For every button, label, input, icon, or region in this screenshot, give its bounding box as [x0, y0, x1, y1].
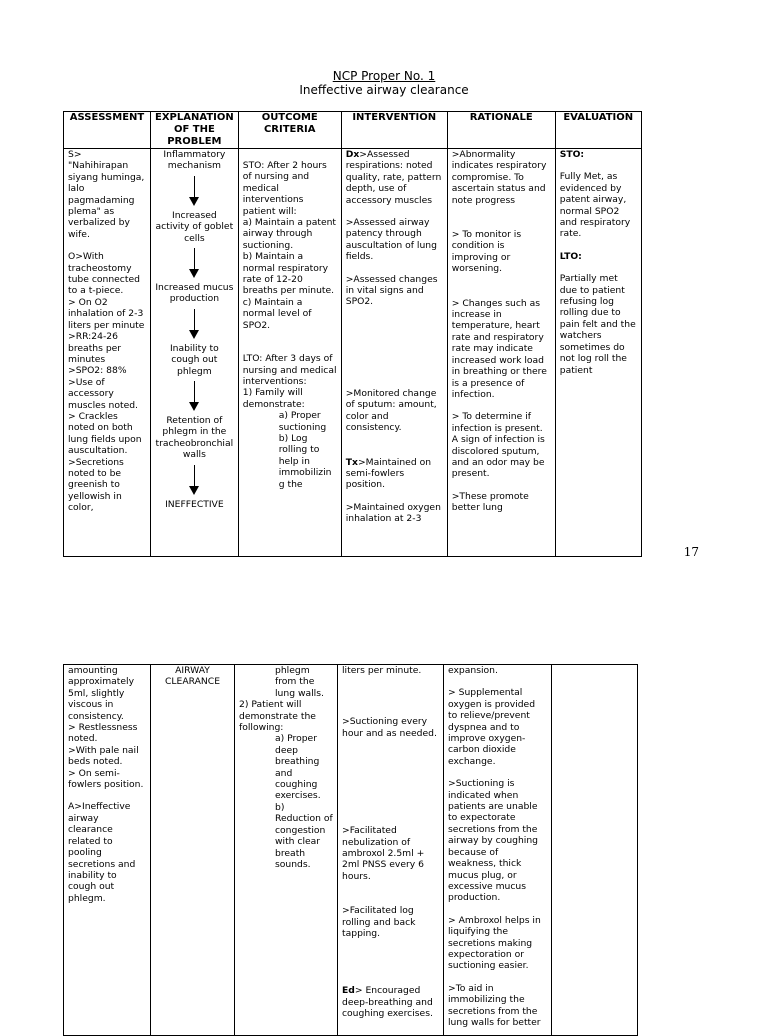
- header-evaluation: EVALUATION: [555, 112, 641, 149]
- header-rationale: RATIONALE: [447, 112, 555, 149]
- page-title: NCP Proper No. 1: [332, 69, 436, 83]
- intervention-cell: [338, 665, 444, 1036]
- intervention-text: >Assessed airway patency through auscultation of lung fields.: [345, 217, 437, 263]
- evaluation-lto-label: LTO:: [559, 250, 582, 262]
- explanation-step: Inability to cough out phlegm: [169, 342, 219, 377]
- rationale-item: > To monitor is condition is improving or worsening.: [451, 229, 522, 275]
- intervention-text: Encouraged deep-breathing and coughing exercises.: [342, 985, 433, 1020]
- intervention-cell: [341, 149, 447, 557]
- rationale-item: > Ambroxol helps in liquifying the secretions making expectoration or suctioning easier.: [448, 914, 541, 972]
- rationale-cell: [444, 665, 552, 1036]
- intervention-tag: Dx: [345, 149, 360, 160]
- outcome-line: b) Maintain a normal respiratory rate of 12-20 breaths per minute.: [242, 251, 335, 297]
- assessment-line: > Restlessness noted.: [68, 722, 138, 745]
- outcome-line: c) Maintain a normal level of SPO2.: [242, 296, 312, 331]
- outcome-cell: [235, 665, 338, 1036]
- explanation-cell: [151, 149, 239, 557]
- rationale-item: > To determine if infection is present. A sign of infection is discolored sputum, and an odor may be present.: [451, 411, 545, 480]
- intervention-item: Ed> Encouraged deep-breathing and coughing exercises.: [342, 985, 433, 1020]
- header-assessment: ASSESSMENT: [64, 112, 151, 149]
- assessment-line: > Crackles noted on both lung fields upon auscultation.: [68, 410, 142, 457]
- intervention-text: >Maintained on semi-fowlers position.: [345, 456, 432, 491]
- intervention-tag: Tx: [345, 456, 358, 468]
- ncp-table-page1: [63, 111, 642, 557]
- intervention-item: [346, 388, 443, 434]
- page-number: 17: [683, 545, 699, 559]
- assessment-line: O>With tracheostomy tube connected to a t-piece.: [68, 251, 140, 297]
- assessment-line: amounting approximately 5ml, slightly viscous in consistency.: [68, 665, 135, 722]
- rationale-item: > Supplemental oxygen is provided to relieve/prevent dyspnea and to improve oxygen-carbon dioxide exchange.: [448, 687, 536, 767]
- assessment-line: >Use of accessory muscles noted.: [68, 376, 138, 411]
- assessment-cell: [64, 665, 151, 1036]
- intervention-item: >Facilitated log rolling and back tapping.: [342, 905, 416, 940]
- rationale-item: expansion.: [448, 665, 498, 676]
- assessment-line: > On semi-fowlers position.: [68, 767, 144, 791]
- ncp-table-page2: [63, 664, 638, 1036]
- outcome-line: STO: After 2 hours of nursing and medical interventions patient will:: [242, 160, 327, 217]
- explanation-step: AIRWAY CLEARANCE: [164, 665, 220, 688]
- outcome-sub-item: phlegm from the lung walls.: [275, 665, 324, 699]
- rationale-item: >These promote better lung: [451, 490, 529, 514]
- rationale-item: >Abnormality indicates respiratory compromise. To ascertain status and note progress: [451, 149, 547, 206]
- rationale-item: >Suctioning is indicated when patients are unable to expectorate secretions from the airway by coughing because of weakness, thick mucus plug, or excessive mucus production.: [448, 778, 539, 904]
- assessment-line: >With pale nail beds noted.: [68, 744, 139, 768]
- header-intervention: INTERVENTION: [341, 112, 447, 149]
- assessment-line: >RR:24-26 breaths per minutes: [68, 331, 122, 365]
- rationale-item: > Changes such as increase in temperature, heart rate and respiratory rate may indicate increased work load in breathing or there is a presence of infection.: [451, 297, 547, 400]
- assessment-line: "Nahihirapan siyang huminga, lalo pagmadaming plema" as verbalized by wife.: [68, 160, 145, 240]
- outcome-sub-item: b) Log rolling to help in immobilizin g the: [278, 432, 332, 490]
- evaluation-sto-text: Fully Met, as evidenced by patent airway, normal SPO2 and respiratory rate.: [559, 171, 631, 240]
- intervention-item: [346, 217, 443, 263]
- assessment-subjective-label: S>: [68, 149, 82, 160]
- rationale-cell: [447, 149, 555, 557]
- outcome-line: 2) Patient will demonstrate the following:: [239, 699, 316, 734]
- outcome-sub-item: a) Proper deep breathing and coughing exercises.: [275, 733, 321, 802]
- intervention-text: >Maintained oxygen inhalation at 2-3: [345, 501, 441, 525]
- intervention-text: >Monitored change of sputum: amount, color and consistency.: [345, 387, 437, 434]
- outcome-cell: [238, 149, 341, 557]
- explanation-cell: [151, 665, 235, 1036]
- outcome-line: a) Maintain a patent airway through suctioning.: [242, 217, 337, 251]
- explanation-step: Increased mucus production: [155, 282, 234, 305]
- assessment-cell: [64, 149, 151, 557]
- header-outcome-criteria: OUTCOME CRITERIA: [238, 112, 341, 149]
- assessment-line: >Secretions noted to be greenish to yellowish in color,: [68, 456, 124, 514]
- intervention-item: >Suctioning every hour and as needed.: [342, 716, 437, 739]
- intervention-item: [346, 274, 443, 308]
- intervention-item: liters per minute.: [342, 665, 422, 676]
- intervention-text: >Assessed changes in vital signs and SPO2.: [345, 273, 438, 308]
- assessment-line: > On O2 inhalation of 2-3 liters per minute: [68, 296, 145, 331]
- header-explanation: EXPLANATION OF THE PROBLEM: [151, 112, 239, 149]
- outcome-sub-item: a) Proper suctioning: [278, 410, 327, 433]
- intervention-item: [346, 502, 443, 525]
- explanation-step: INEFFECTIVE: [165, 498, 224, 510]
- intervention-item: [346, 457, 443, 491]
- outcome-line: 1) Family will demonstrate:: [242, 387, 305, 410]
- intervention-item: [346, 149, 443, 206]
- assessment-line: A>Ineffective airway clearance related to pooling secretions and inability to cough out phlegm.: [68, 801, 136, 904]
- explanation-step: Retention of phlegm in the tracheobronchial walls: [155, 415, 234, 461]
- evaluation-lto-text: Partially met due to patient refusing log rolling due to pain felt and the watchers sometimes do not log roll the patient: [559, 273, 636, 376]
- page-subtitle: Ineffective airway clearance: [299, 83, 469, 97]
- intervention-tag: Ed: [342, 985, 355, 997]
- intervention-item: >Facilitated nebulization of ambroxol 2.5ml + 2ml PNSS every 6 hours.: [342, 825, 425, 882]
- explanation-step: Inflammatory mechanism: [163, 149, 226, 172]
- evaluation-cell: [555, 149, 641, 557]
- outcome-sub-item: b) Reduction of congestion with clear breath sounds.: [275, 801, 333, 870]
- evaluation-cell: [552, 665, 638, 1036]
- evaluation-sto-label: STO:: [559, 149, 585, 160]
- assessment-line: >SPO2: 88%: [68, 365, 127, 377]
- explanation-step: Increased activity of goblet cells: [155, 209, 234, 244]
- outcome-line: LTO: After 3 days of nursing and medical interventions:: [242, 353, 337, 387]
- intervention-text: >Assessed respirations: noted quality, rate, pattern depth, use of accessory muscles: [345, 149, 442, 206]
- rationale-item: >To aid in immobilizing the secretions from the lung walls for better: [448, 982, 541, 1028]
